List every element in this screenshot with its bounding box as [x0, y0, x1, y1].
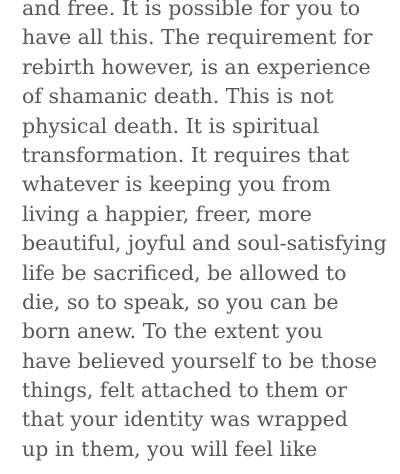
- text-line-16: up in them, you will feel like: [22, 436, 318, 461]
- text-line-2: have all this. The requirement for: [22, 25, 373, 50]
- text-line-12: born anew. To the extent you: [22, 319, 323, 344]
- text-line-4: of shamanic death. This is not: [22, 84, 334, 109]
- text-line-9: beautiful, joyful and soul-satisfying: [22, 231, 387, 256]
- body-text: [22, 0, 398, 464]
- text-line-6: transformation. It requires that: [22, 142, 350, 167]
- text-line-11: die, so to speak, so you can be: [22, 289, 339, 314]
- text-line-7: whatever is keeping you from: [22, 172, 331, 197]
- text-line-8: living a happier, freer, more: [22, 201, 312, 226]
- text-line-14: things, felt attached to them or: [22, 378, 348, 403]
- text-line-10: life be sacrificed, be allowed to: [22, 260, 347, 285]
- text-line-3: rebirth however, is an experience: [22, 54, 371, 79]
- text-line-15: that your identity was wrapped: [22, 407, 348, 432]
- text-line-5: physical death. It is spiritual: [22, 113, 319, 138]
- text-line-1: and free. It is possible for you to: [22, 0, 361, 20]
- text-line-13: have believed yourself to be those: [22, 348, 378, 373]
